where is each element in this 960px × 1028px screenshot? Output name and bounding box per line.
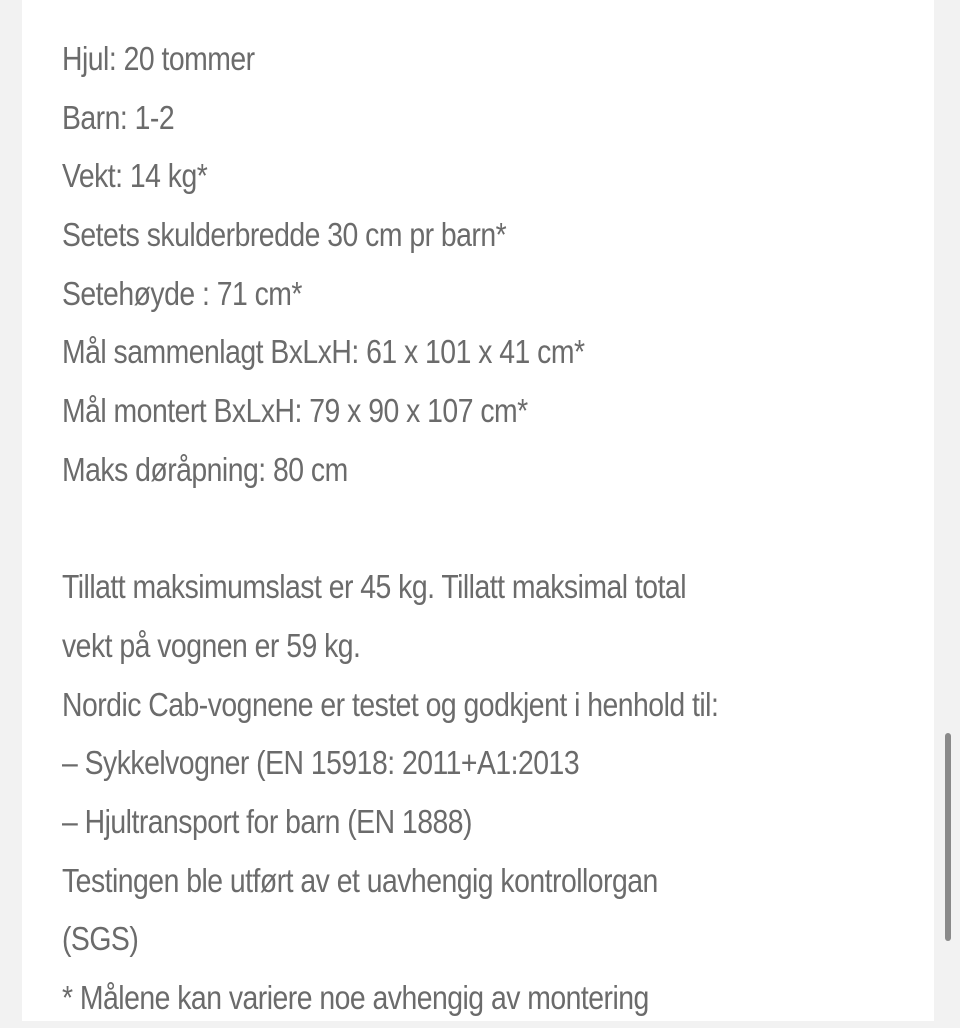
info-line-max-load: Tillatt maksimumslast er 45 kg. Tillatt maksimal total — [62, 568, 686, 606]
spec-line-shoulder-width: Setets skulderbredde 30 cm pr barn* — [62, 216, 507, 254]
spec-line-max-door-opening: Maks døråpning: 80 cm — [62, 450, 348, 488]
info-line-standard-bicycle-trailers: – Sykkelvogner (EN 15918: 2011+A1:2013 — [62, 744, 580, 782]
spec-line-wheels: Hjul: 20 tommer — [62, 40, 255, 77]
info-line-testing-body: Testingen ble utført av et uavhengig kontrollorgan — [62, 861, 658, 899]
info-line-sgs: (SGS) — [62, 920, 139, 958]
spec-line-weight: Vekt: 14 kg* — [62, 157, 208, 195]
info-line-standard-child-transport: – Hjultransport for barn (EN 1888) — [62, 802, 472, 840]
document-page — [22, 0, 934, 1021]
info-line-footnote: * Målene kan variere noe avhengig av montering — [62, 979, 649, 1016]
spec-line-assembled-dimensions: Mål montert BxLxH: 79 x 90 x 107 cm* — [62, 392, 528, 430]
spec-line-children: Barn: 1-2 — [62, 98, 175, 136]
info-line-total-weight: vekt på vognen er 59 kg. — [62, 626, 361, 664]
spec-line-folded-dimensions: Mål sammenlagt BxLxH: 61 x 101 x 41 cm* — [62, 333, 585, 371]
info-line-tested-approved: Nordic Cab-vognene er testet og godkjent i henhold til: — [62, 685, 719, 723]
spec-line-seat-height: Setehøyde : 71 cm* — [62, 274, 302, 312]
scrollbar-thumb[interactable] — [945, 733, 951, 941]
paragraph-spacer — [62, 500, 922, 559]
product-spec-text — [62, 30, 922, 1028]
